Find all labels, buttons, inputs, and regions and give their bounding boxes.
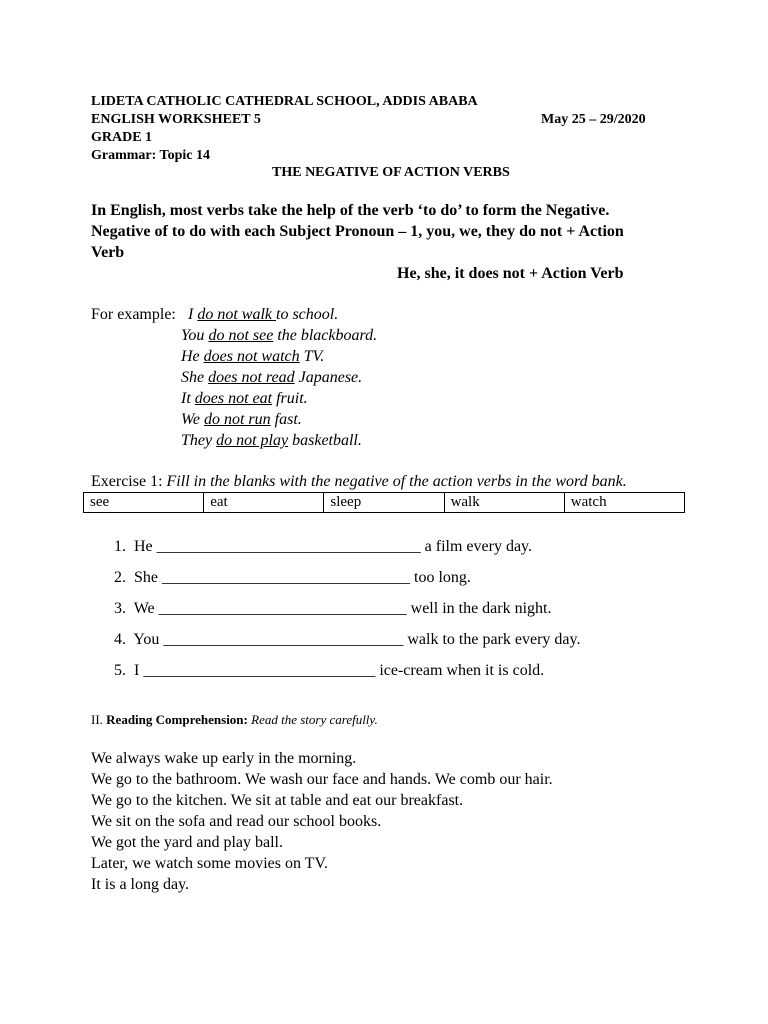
word-bank-cell: sleep (324, 493, 444, 513)
page-title: THE NEGATIVE OF ACTION VERBS (272, 165, 510, 180)
rule-line-1: In English, most verbs take the help of the verb ‘to do’ to form the Negative. (91, 202, 610, 219)
word-bank-cell: eat (204, 493, 324, 513)
topic-label: Grammar: Topic 14 (91, 148, 210, 163)
school-name: LIDETA CATHOLIC CATHEDRAL SCHOOL, ADDIS ABABA (91, 94, 478, 109)
rule-line-4: He, she, it does not + Action Verb (397, 265, 624, 282)
worksheet-date: May 25 – 29/2020 (541, 112, 646, 127)
word-bank-cell: see (84, 493, 204, 513)
story-line: We go to the bathroom. We wash our face and hands. We comb our hair. (91, 771, 553, 788)
example-sentence: She does not read Japanese. (181, 369, 363, 386)
story-line: It is a long day. (91, 876, 190, 893)
example-sentence: You do not see the blackboard. (181, 327, 378, 344)
rule-line-3: Verb (91, 244, 125, 261)
example-sentence: It does not eat fruit. (181, 390, 308, 407)
exercise-question: 2. She _______________________________ too long. (114, 569, 471, 586)
example-sentence: He does not watch TV. (181, 348, 325, 365)
example-sentence: We do not run fast. (181, 411, 302, 428)
word-bank-table (83, 492, 685, 513)
reading-heading: II. Reading Comprehension: Read the story carefully. (91, 712, 378, 727)
story-line: Later, we watch some movies on TV. (91, 855, 328, 872)
rule-line-2: Negative of to do with each Subject Pronoun – 1, you, we, they do not + Action (91, 223, 624, 240)
exercise-question: 3. We _______________________________ well in the dark night. (114, 600, 552, 617)
exercise-1-heading: Exercise 1: Fill in the blanks with the negative of the action verbs in the word bank. (91, 473, 627, 490)
example-sentence: They do not play basketball. (181, 432, 362, 449)
story-line: We go to the kitchen. We sit at table and eat our breakfast. (91, 792, 464, 809)
story-line: We sit on the sofa and read our school books. (91, 813, 382, 830)
grade-label: GRADE 1 (91, 130, 153, 145)
worksheet-title: ENGLISH WORKSHEET 5 (91, 112, 261, 127)
exercise-question: 4. You ______________________________ walk to the park every day. (114, 631, 581, 648)
examples-lead: For example: (91, 306, 176, 323)
exercise-question: 1. He _________________________________ a film every day. (114, 538, 533, 555)
word-bank-cell: walk (444, 493, 564, 513)
story-line: We always wake up early in the morning. (91, 750, 357, 767)
exercise-question: 5. I _____________________________ ice-cream when it is cold. (114, 662, 545, 679)
story-line: We got the yard and play ball. (91, 834, 283, 851)
word-bank-cell: watch (564, 493, 684, 513)
example-sentence: I do not walk to school. (188, 306, 339, 323)
